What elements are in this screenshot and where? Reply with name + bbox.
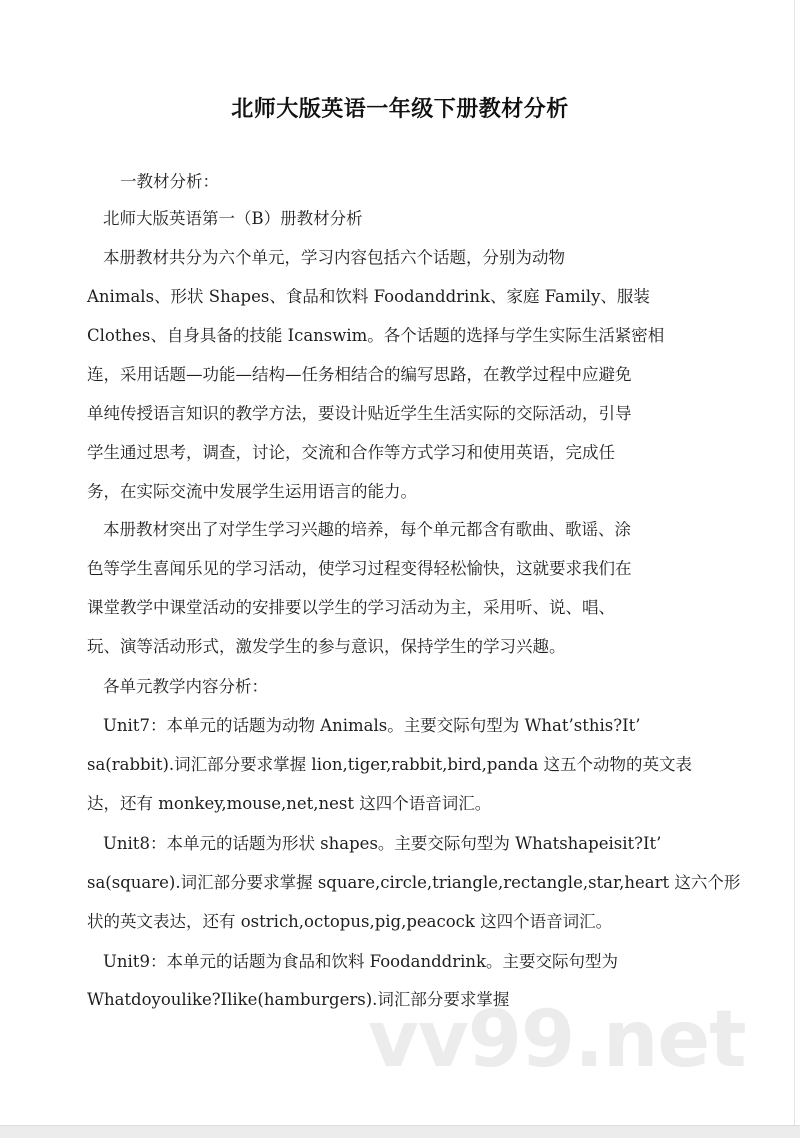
text-line: 本册教材共分为六个单元，学习内容包括六个话题，分别为动物	[103, 248, 565, 267]
text-line: 达，还有 monkey,mouse,net,nest 这四个语音词汇。	[87, 794, 492, 813]
text-line: Animals、形状 Shapes、食品和饮料 Foodanddrink、家庭 Family、服装	[87, 287, 650, 306]
text-line: 单纯传授语言知识的教学方法，要设计贴近学生生活实际的交际活动，引导	[87, 404, 632, 423]
text-line: 学生通过思考，调查，讨论，交流和合作等方式学习和使用英语，完成任	[87, 443, 615, 462]
text-line: 课堂教学中课堂活动的安排要以学生的学习活动为主，采用听、说、唱、	[87, 598, 615, 617]
document-title: 北师大版英语一年级下册教材分析	[231, 97, 569, 122]
text-line: sa(rabbit).词汇部分要求掌握 lion,tiger,rabbit,bird,panda 这五个动物的英文表	[87, 755, 693, 774]
text-line: 色等学生喜闻乐见的学习活动，使学习过程变得轻松愉快，这就要求我们在	[87, 559, 632, 578]
text-line: 北师大版英语第一（B）册教材分析	[103, 209, 363, 228]
text-line: Unit8：本单元的话题为形状 shapes。主要交际句型为 Whatshapeisit?It’	[103, 834, 662, 853]
text-line: Clothes、自身具备的技能 Icanswim。各个话题的选择与学生实际生活紧密相	[87, 326, 665, 345]
text-line: 务，在实际交流中发展学生运用语言的能力。	[87, 482, 417, 501]
text-line: 一教材分析：	[120, 172, 219, 191]
text-line: 玩、演等活动形式，激发学生的参与意识，保持学生的学习兴趣。	[87, 637, 566, 656]
page-bottom-edge	[0, 1125, 800, 1138]
text-line: sa(square).词汇部分要求掌握 square,circle,triangle,rectangle,star,heart 这六个形	[87, 873, 741, 892]
text-line: 各单元教学内容分析：	[103, 677, 268, 696]
text-line: Unit9：本单元的话题为食品和饮料 Foodanddrink。主要交际句型为	[103, 952, 619, 971]
text-line: Whatdoyoulike?Ilike(hamburgers).词汇部分要求掌握	[87, 990, 510, 1009]
text-line: 本册教材突出了对学生学习兴趣的培养，每个单元都含有歌曲、歌谣、涂	[103, 520, 631, 539]
text-line: 状的英文表达，还有 ostrich,octopus,pig,peacock 这四个语音词汇。	[87, 912, 613, 931]
watermark: vv99.net	[368, 995, 746, 1085]
text-line: Unit7：本单元的话题为动物 Animals。主要交际句型为 What’sthis?It’	[103, 716, 641, 735]
text-line: 连，采用话题—功能—结构—任务相结合的编写思路，在教学过程中应避免	[87, 365, 632, 384]
